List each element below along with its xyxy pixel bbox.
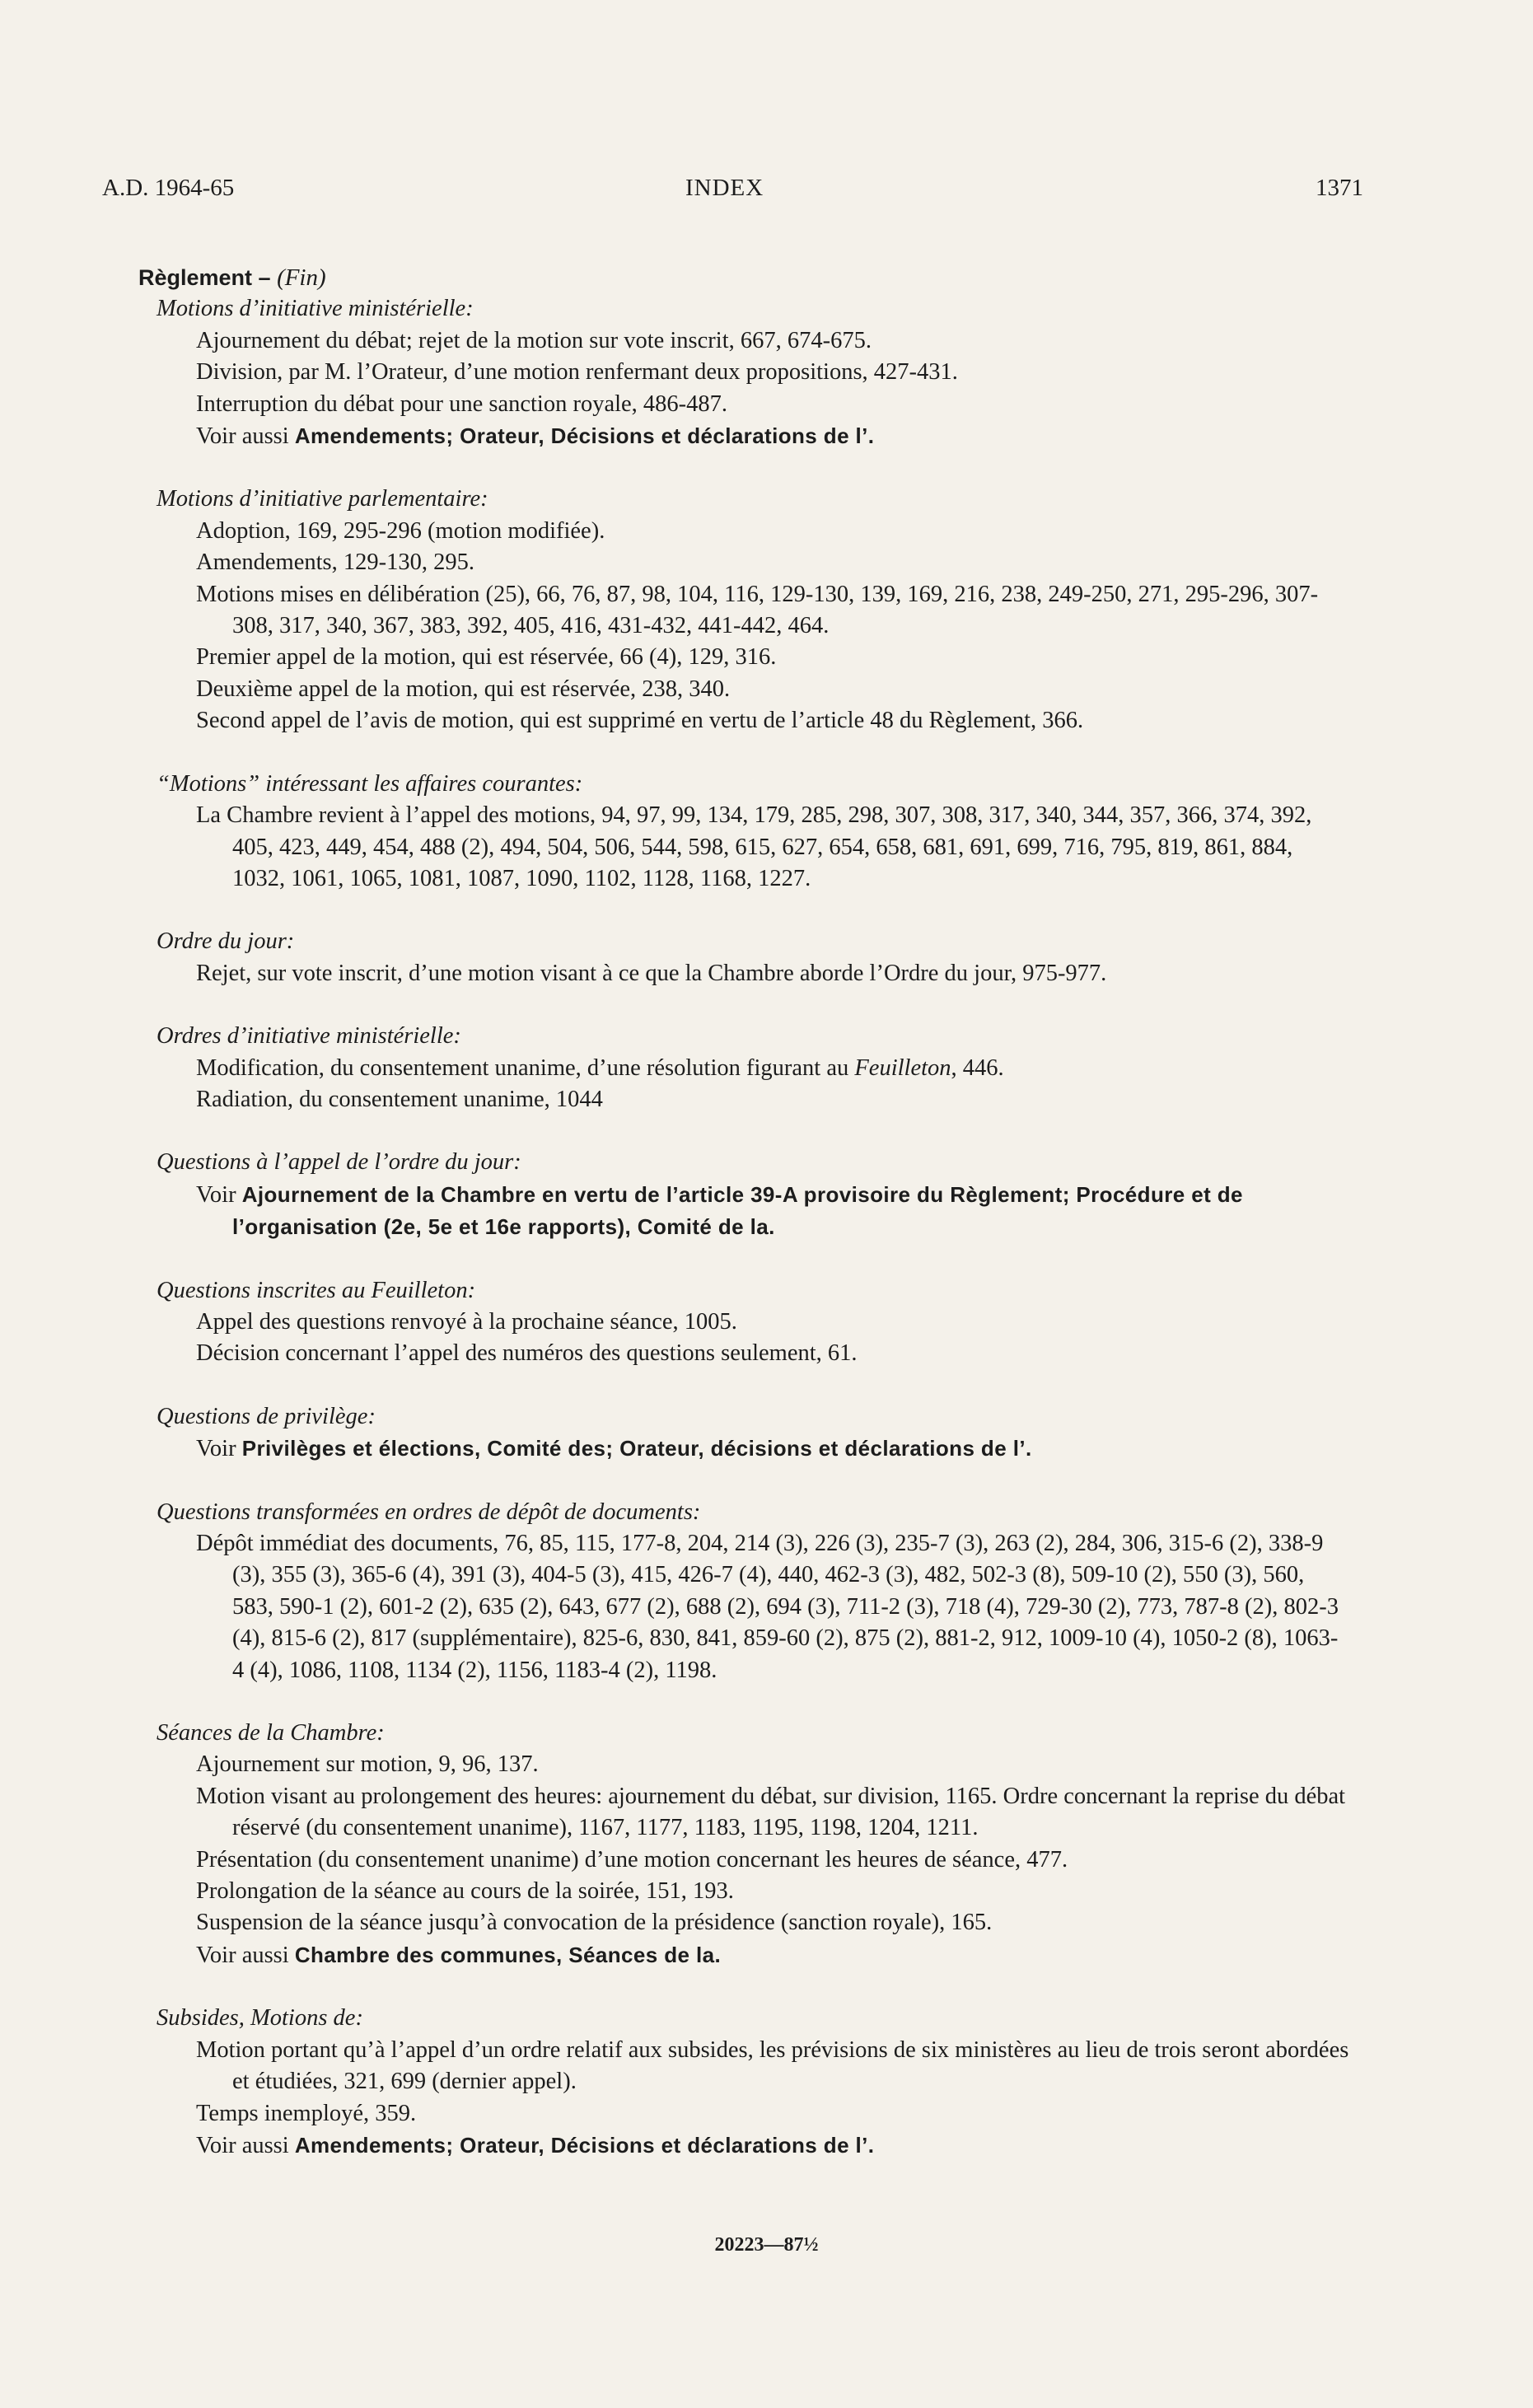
index-sections: [138, 293, 1349, 2162]
section-heading: Subsides, Motions de:: [157, 2005, 363, 2032]
entry-text: Voir aussi: [196, 423, 295, 450]
index-entry: [138, 1053, 1349, 1084]
section-heading: Questions inscrites au Feuilleton:: [157, 1277, 476, 1303]
index-entry: [138, 705, 1349, 736]
index-entry: [138, 674, 1349, 705]
index-content: [138, 262, 1349, 2193]
index-entry: [138, 800, 1349, 895]
entry-text: Voir aussi: [196, 1942, 295, 1968]
index-entry: [138, 1781, 1349, 1845]
entry-text: Décision concernant l’appel des numéros des questions seulement, 61.: [196, 1340, 858, 1367]
page-number: 1371: [1316, 175, 1363, 201]
entry-text: Motion visant au prolongement des heures: ajournement du débat, sur division, 1165. Ordre concernant la reprise du débat réservé (du consentement unanime), 1167, 1177, 1183, 1195, 1198, 1204, 1211.: [196, 1783, 1346, 1841]
entry-text: Voir: [196, 1436, 242, 1462]
entry-tail: , 446.: [951, 1054, 1004, 1081]
index-entry: [138, 1307, 1349, 1338]
index-entry: [138, 516, 1349, 547]
index-section: [138, 1497, 1349, 1686]
entry-text: Division, par M. l’Orateur, d’une motion renfermant deux propositions, 427-431.: [196, 359, 958, 386]
entry-text: Temps inemployé, 359.: [196, 2100, 417, 2126]
cross-reference: Chambre des communes, Séances de la.: [294, 1942, 722, 1967]
index-entry: [138, 2035, 1349, 2098]
index-entry: [138, 642, 1349, 673]
index-entry: [138, 579, 1349, 643]
index-section: [138, 1718, 1349, 1971]
entry-text: Voir aussi: [196, 2132, 295, 2158]
section-heading: Ordres d’initiative ministérielle:: [157, 1023, 461, 1050]
section-heading: Questions à l’appel de l’ordre du jour:: [157, 1149, 521, 1176]
index-entry: [138, 325, 1349, 357]
entry-text: Présentation (du consentement unanime) d’une motion concernant les heures de séance, 477.: [196, 1846, 1068, 1873]
page-footer: [0, 2234, 1533, 2256]
index-entry: [138, 1845, 1349, 1876]
index-entry: [138, 1876, 1349, 1907]
entry-text: La Chambre revient à l’appel des motions, 94, 97, 99, 134, 179, 285, 298, 307, 308, 317, 340, 344, 357, 366, 374, 392, 405, 423, 449, 454, 488 (2), 494, 504, 506, 544, 598, 615, 627, 654, 658, 681, 691, 699, 716, 795, 819, 861, 884, 1032, 1061, 1065, 1081, 1087, 1090, 1102, 1128, 1168, 1227.: [196, 802, 1312, 891]
index-heading-main: Règlement –: [138, 265, 278, 290]
index-heading: [138, 262, 1349, 293]
entry-text: Interruption du débat pour une sanction royale, 486-487.: [196, 390, 728, 417]
index-entry: [138, 1749, 1349, 1780]
index-entry: [138, 1433, 1349, 1465]
entry-text: Appel des questions renvoyé à la prochaine séance, 1005.: [196, 1308, 737, 1335]
section-heading: Séances de la Chambre:: [157, 1720, 385, 1746]
index-entry: [138, 1179, 1349, 1244]
section-heading: Questions de privilège:: [157, 1403, 376, 1429]
section-heading: Ordre du jour:: [157, 928, 295, 955]
index-entry: [138, 420, 1349, 452]
entry-text: Modification, du consentement unanime, d’une résolution figurant au: [196, 1054, 855, 1081]
index-entry: [138, 1084, 1349, 1115]
index-section: [138, 1021, 1349, 1115]
index-entry: [138, 2130, 1349, 2162]
entry-text: Motions mises en délibération (25), 66, 76, 87, 98, 104, 116, 129-130, 139, 169, 216, 238, 249-250, 271, 295-296, 307-308, 317, 340, 367, 383, 392, 405, 416, 431-432, 441-442, 464.: [196, 581, 1319, 639]
index-section: [138, 1147, 1349, 1243]
index-section: [138, 2003, 1349, 2162]
cross-reference: Amendements; Orateur, Décisions et déclarations de l’.: [294, 423, 875, 449]
index-entry: [138, 2098, 1349, 2130]
entry-text: Rejet, sur vote inscrit, d’une motion visant à ce que la Chambre aborde l’Ordre du jour, 975-977.: [196, 960, 1107, 986]
index-heading-fin: (Fin): [277, 264, 326, 291]
entry-text: Motion portant qu’à l’appel d’un ordre relatif aux subsides, les prévisions de six ministères au lieu de trois seront abordées et étudiées, 321, 699 (dernier appel).: [196, 2036, 1349, 2095]
entry-text: Ajournement sur motion, 9, 96, 137.: [196, 1751, 539, 1778]
index-entry: [138, 1939, 1349, 1971]
index-section: [138, 926, 1349, 989]
entry-text: Second appel de l’avis de motion, qui est supprimé en vertu de l’article 48 du Règlement, 366.: [196, 708, 1084, 734]
entry-text: Deuxième appel de la motion, qui est réservée, 238, 340.: [196, 676, 731, 702]
entry-text: Ajournement du débat; rejet de la motion sur vote inscrit, 667, 674-675.: [196, 327, 872, 353]
header-title: INDEX: [685, 175, 764, 201]
index-entry: [138, 1528, 1349, 1686]
section-heading: Questions transformées en ordres de dépôt de documents:: [157, 1499, 701, 1525]
index-section: [138, 484, 1349, 736]
entry-text: Voir: [196, 1181, 242, 1208]
index-entry: [138, 547, 1349, 578]
entry-text: Amendements, 129-130, 295.: [196, 549, 474, 576]
index-entry: [138, 1907, 1349, 1938]
index-section: [138, 1275, 1349, 1370]
index-entry: [138, 958, 1349, 989]
index-section: [138, 1401, 1349, 1466]
header-year: A.D. 1964-65: [102, 175, 235, 201]
cross-reference: Ajournement de la Chambre en vertu de l’article 39-A provisoire du Règlement; Procédure et de l’organisation (2e, 5e et 16e rapports), Comité de la.: [232, 1181, 1243, 1240]
cross-reference: Amendements; Orateur, Décisions et déclarations de l’.: [294, 2132, 875, 2158]
index-entry: [138, 389, 1349, 420]
entry-italic: Feuilleton: [854, 1054, 951, 1081]
entry-text: Radiation, du consentement unanime, 1044: [196, 1086, 603, 1112]
section-heading: Motions d’initiative parlementaire:: [157, 486, 488, 512]
index-entry: [138, 357, 1349, 388]
entry-text: Dépôt immédiat des documents, 76, 85, 115, 177-8, 204, 214 (3), 226 (3), 235-7 (3), 263 (2), 284, 306, 315-6 (2), 338-9 (3), 355 (3), 365-6 (4), 391 (3), 404-5 (3), 415, 426-7 (4), 440, 462-3 (3), 482, 502-3 (8), 509-10 (2), 550 (3), 560, 583, 590-1 (2), 601-2 (2), 635 (2), 643, 677 (2), 688 (2), 694 (3), 711-2 (3), 718 (4), 729-30 (2), 773, 787-8 (2), 802-3 (4), 815-6 (2), 817 (supplémentaire), 825-6, 830, 841, 859-60 (2), 875 (2), 881-2, 912, 1009-10 (4), 1050-2 (8), 1063-4 (4), 1086, 1108, 1134 (2), 1156, 1183-4 (2), 1198.: [196, 1531, 1339, 1683]
index-section: [138, 293, 1349, 452]
entry-text: Prolongation de la séance au cours de la soirée, 151, 193.: [196, 1878, 734, 1905]
entry-text: Adoption, 169, 295-296 (motion modifiée).: [196, 517, 605, 544]
cross-reference: Privilèges et élections, Comité des; Orateur, décisions et déclarations de l’.: [241, 1436, 1032, 1461]
entry-text: Suspension de la séance jusqu’à convocation de la présidence (sanction royale), 165.: [196, 1910, 993, 1936]
page-header: [0, 175, 1533, 208]
section-heading: “Motions” intéressant les affaires courantes:: [157, 770, 583, 797]
section-heading: Motions d’initiative ministérielle:: [157, 296, 474, 322]
footer-code: 20223—87½: [714, 2234, 819, 2256]
index-section: [138, 769, 1349, 895]
index-entry: [138, 1338, 1349, 1369]
entry-text: Premier appel de la motion, qui est réservée, 66 (4), 129, 316.: [196, 644, 777, 671]
